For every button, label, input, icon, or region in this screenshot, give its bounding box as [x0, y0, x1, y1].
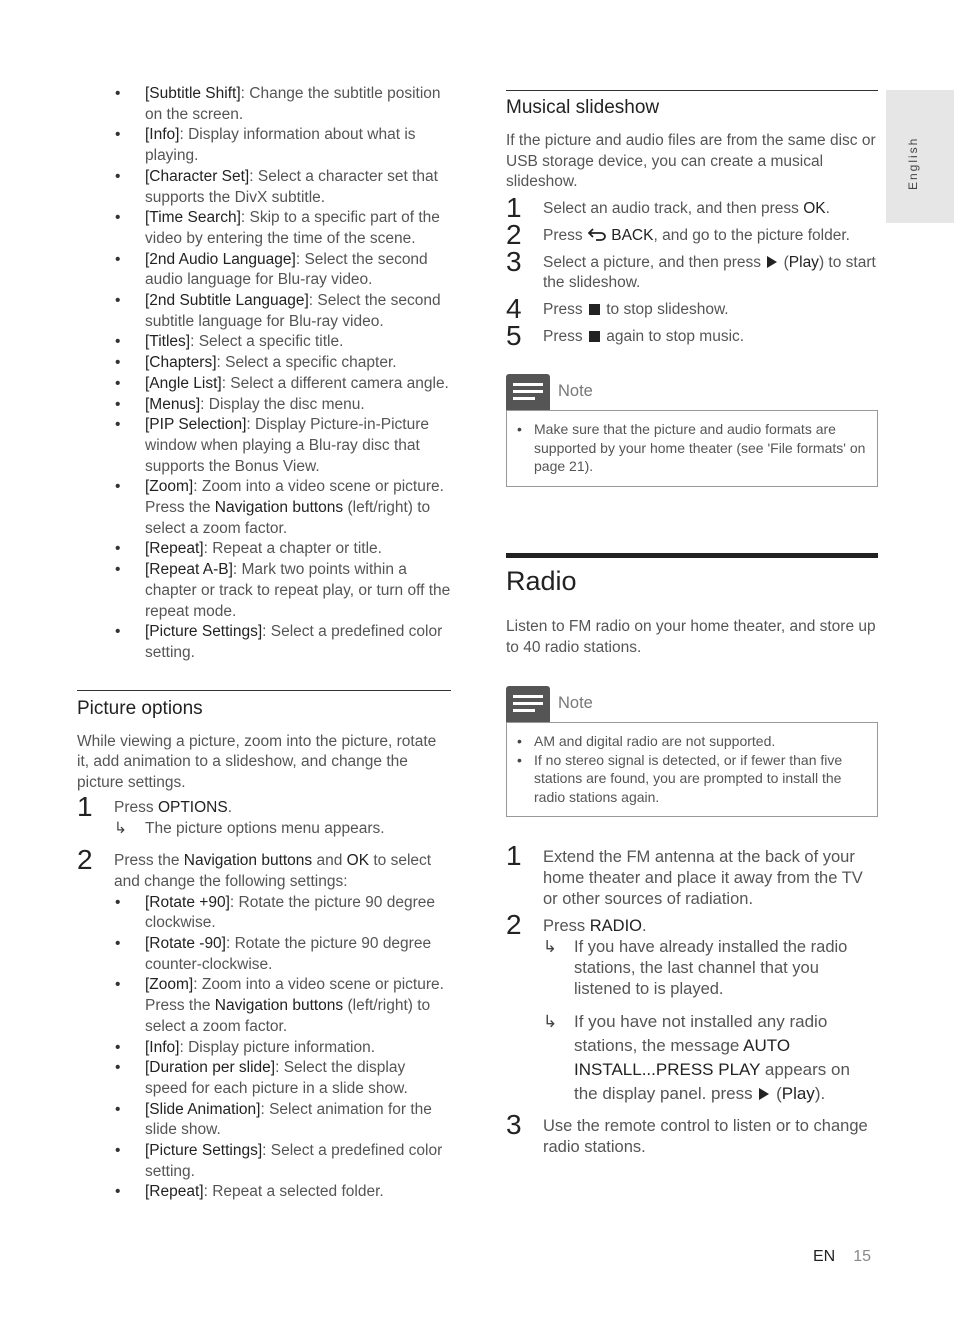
step-number: 1 — [77, 790, 93, 822]
list-item: • [Info]: Display picture information. — [77, 1038, 451, 1059]
page-number: 15 — [853, 1248, 872, 1265]
list-item: • [2nd Audio Language]: Select the second audio language for Blu-ray video. — [77, 250, 451, 291]
note-icon — [506, 374, 550, 410]
result-arrow-icon: ↳ — [114, 819, 127, 837]
list-item: • [Zoom]: Zoom into a video scene or picture. Press the Navigation buttons (left/right) to select a zoom factor. — [77, 477, 451, 539]
list-item: • [Rotate +90]: Rotate the picture 90 degree clockwise. — [77, 893, 451, 934]
list-item: • [Duration per slide]: Select the display speed for each picture in a slide show. — [77, 1058, 451, 1099]
result-arrow-icon: ↳ — [543, 938, 557, 957]
note-label: Note — [558, 382, 593, 401]
radio-step-1: 1 Extend the FM antenna at the back of your home theater and place it away from the TV or other sources of radiation. — [506, 840, 863, 909]
radio-step-2: 2 Press RADIO. — [506, 909, 647, 941]
slideshow-step-4: 4 Press to stop slideshow. — [506, 292, 729, 324]
radio-step-3: 3 Use the remote control to listen or to change radio stations. — [506, 1109, 868, 1157]
list-item: • [Repeat]: Repeat a chapter or title. — [77, 539, 451, 560]
section-divider — [77, 690, 451, 691]
note-item: • If no stereo signal is detected, or if fewer than five stations are found, you are prompted to install the radio stations again. — [517, 751, 867, 807]
list-item: • [Repeat]: Repeat a selected folder. — [77, 1182, 451, 1203]
radio-title: Radio — [506, 565, 577, 596]
language-side-tab — [886, 90, 954, 223]
slideshow-step-5: 5 Press again to stop music. — [506, 319, 745, 351]
list-item: • [PIP Selection]: Display Picture-in-Picture window when playing a Blu-ray disc that supports the Bonus View. — [77, 415, 451, 477]
play-icon — [759, 1088, 769, 1100]
note-item: • Make sure that the picture and audio formats are supported by your home theater (see 'File formats' on page 21). — [517, 420, 867, 476]
list-item: • [Picture Settings]: Select a predefined color setting. — [77, 1141, 451, 1182]
right-column — [506, 90, 878, 1158]
result-arrow-icon: ↳ — [543, 1012, 558, 1032]
side-tab-label: English — [906, 136, 920, 190]
musical-slideshow-intro: If the picture and audio files are from the same disc or USB storage device, you can create a musical slideshow. — [506, 132, 876, 191]
list-item: • [Rotate -90]: Rotate the picture 90 degree counter-clockwise. — [77, 934, 451, 975]
note-item: • AM and digital radio are not supported. — [517, 732, 867, 751]
list-item: • [Picture Settings]: Select a predefined color setting. — [77, 622, 451, 663]
list-item: • [Angle List]: Select a different camera angle. — [77, 374, 451, 395]
page-footer — [813, 1248, 871, 1266]
list-item: • [Time Search]: Skip to a specific part of the video by entering the time of the scene. — [77, 208, 451, 249]
list-item: • [Repeat A-B]: Mark two points within a chapter or track to repeat play, or turn off the repeat mode. — [77, 560, 451, 622]
slideshow-step-2: 2 Press BACK, and go to the picture folder. — [506, 218, 850, 250]
stop-icon — [589, 331, 600, 342]
radio-section-rule — [506, 553, 878, 558]
list-item: • [Info]: Display information about what is playing. — [77, 125, 451, 166]
picture-options-title: Picture options — [77, 697, 203, 719]
slideshow-step-3: 3 Select a picture, and then press (Play) to start the slideshow. — [506, 245, 876, 292]
picture-options-intro: While viewing a picture, zoom into the picture, rotate it, add animation to a slideshow, and change the picture settings. — [77, 732, 437, 792]
list-item: • [Chapters]: Select a specific chapter. — [77, 353, 451, 374]
note-label: Note — [558, 694, 593, 713]
list-item: • [Slide Animation]: Select animation for the slide show. — [77, 1100, 451, 1141]
back-icon — [587, 228, 607, 241]
list-item: • [Menus]: Display the disc menu. — [77, 395, 451, 416]
picture-settings-list — [77, 893, 451, 1204]
section-divider — [506, 90, 878, 91]
list-item: • [2nd Subtitle Language]: Select the second subtitle language for Blu-ray video. — [77, 291, 451, 332]
list-item: • [Subtitle Shift]: Change the subtitle position on the screen. — [77, 84, 451, 125]
options-key: OPTIONS — [157, 798, 228, 816]
radio-step-2-result-2: ↳ If you have not installed any radio stations, the message AUTO INSTALL...PRESS PLAY appears on the display panel. press (Play). — [543, 1012, 850, 1104]
picture-step-2: 2 Press the Navigation buttons and OK to select and change the following settings: — [77, 844, 432, 890]
stop-icon — [589, 304, 600, 315]
play-icon — [767, 256, 777, 268]
step-number: 2 — [77, 844, 93, 876]
picture-step-1: 1 Press OPTIONS. — [77, 790, 233, 822]
list-item: • [Zoom]: Zoom into a video scene or picture. Press the Navigation buttons (left/right) to select a zoom factor. — [77, 975, 451, 1037]
playback-options-list — [77, 84, 451, 664]
slideshow-note — [506, 374, 878, 487]
picture-step-1-result: ↳ The picture options menu appears. — [114, 819, 451, 840]
list-item: • [Titles]: Select a specific title. — [77, 332, 451, 353]
radio-step-2-result-1: ↳ If you have already installed the radio stations, the last channel that you listened to is played. — [543, 938, 848, 999]
left-column — [77, 84, 451, 1203]
list-item: • [Character Set]: Select a character set that supports the DivX subtitle. — [77, 167, 451, 208]
radio-intro: Listen to FM radio on your home theater, and store up to 40 radio stations. — [506, 617, 876, 656]
note-icon — [506, 686, 550, 722]
slideshow-step-1: 1 Select an audio track, and then press OK. — [506, 192, 830, 224]
radio-note — [506, 686, 878, 817]
footer-language: EN — [813, 1248, 836, 1265]
musical-slideshow-title: Musical slideshow — [506, 97, 660, 118]
